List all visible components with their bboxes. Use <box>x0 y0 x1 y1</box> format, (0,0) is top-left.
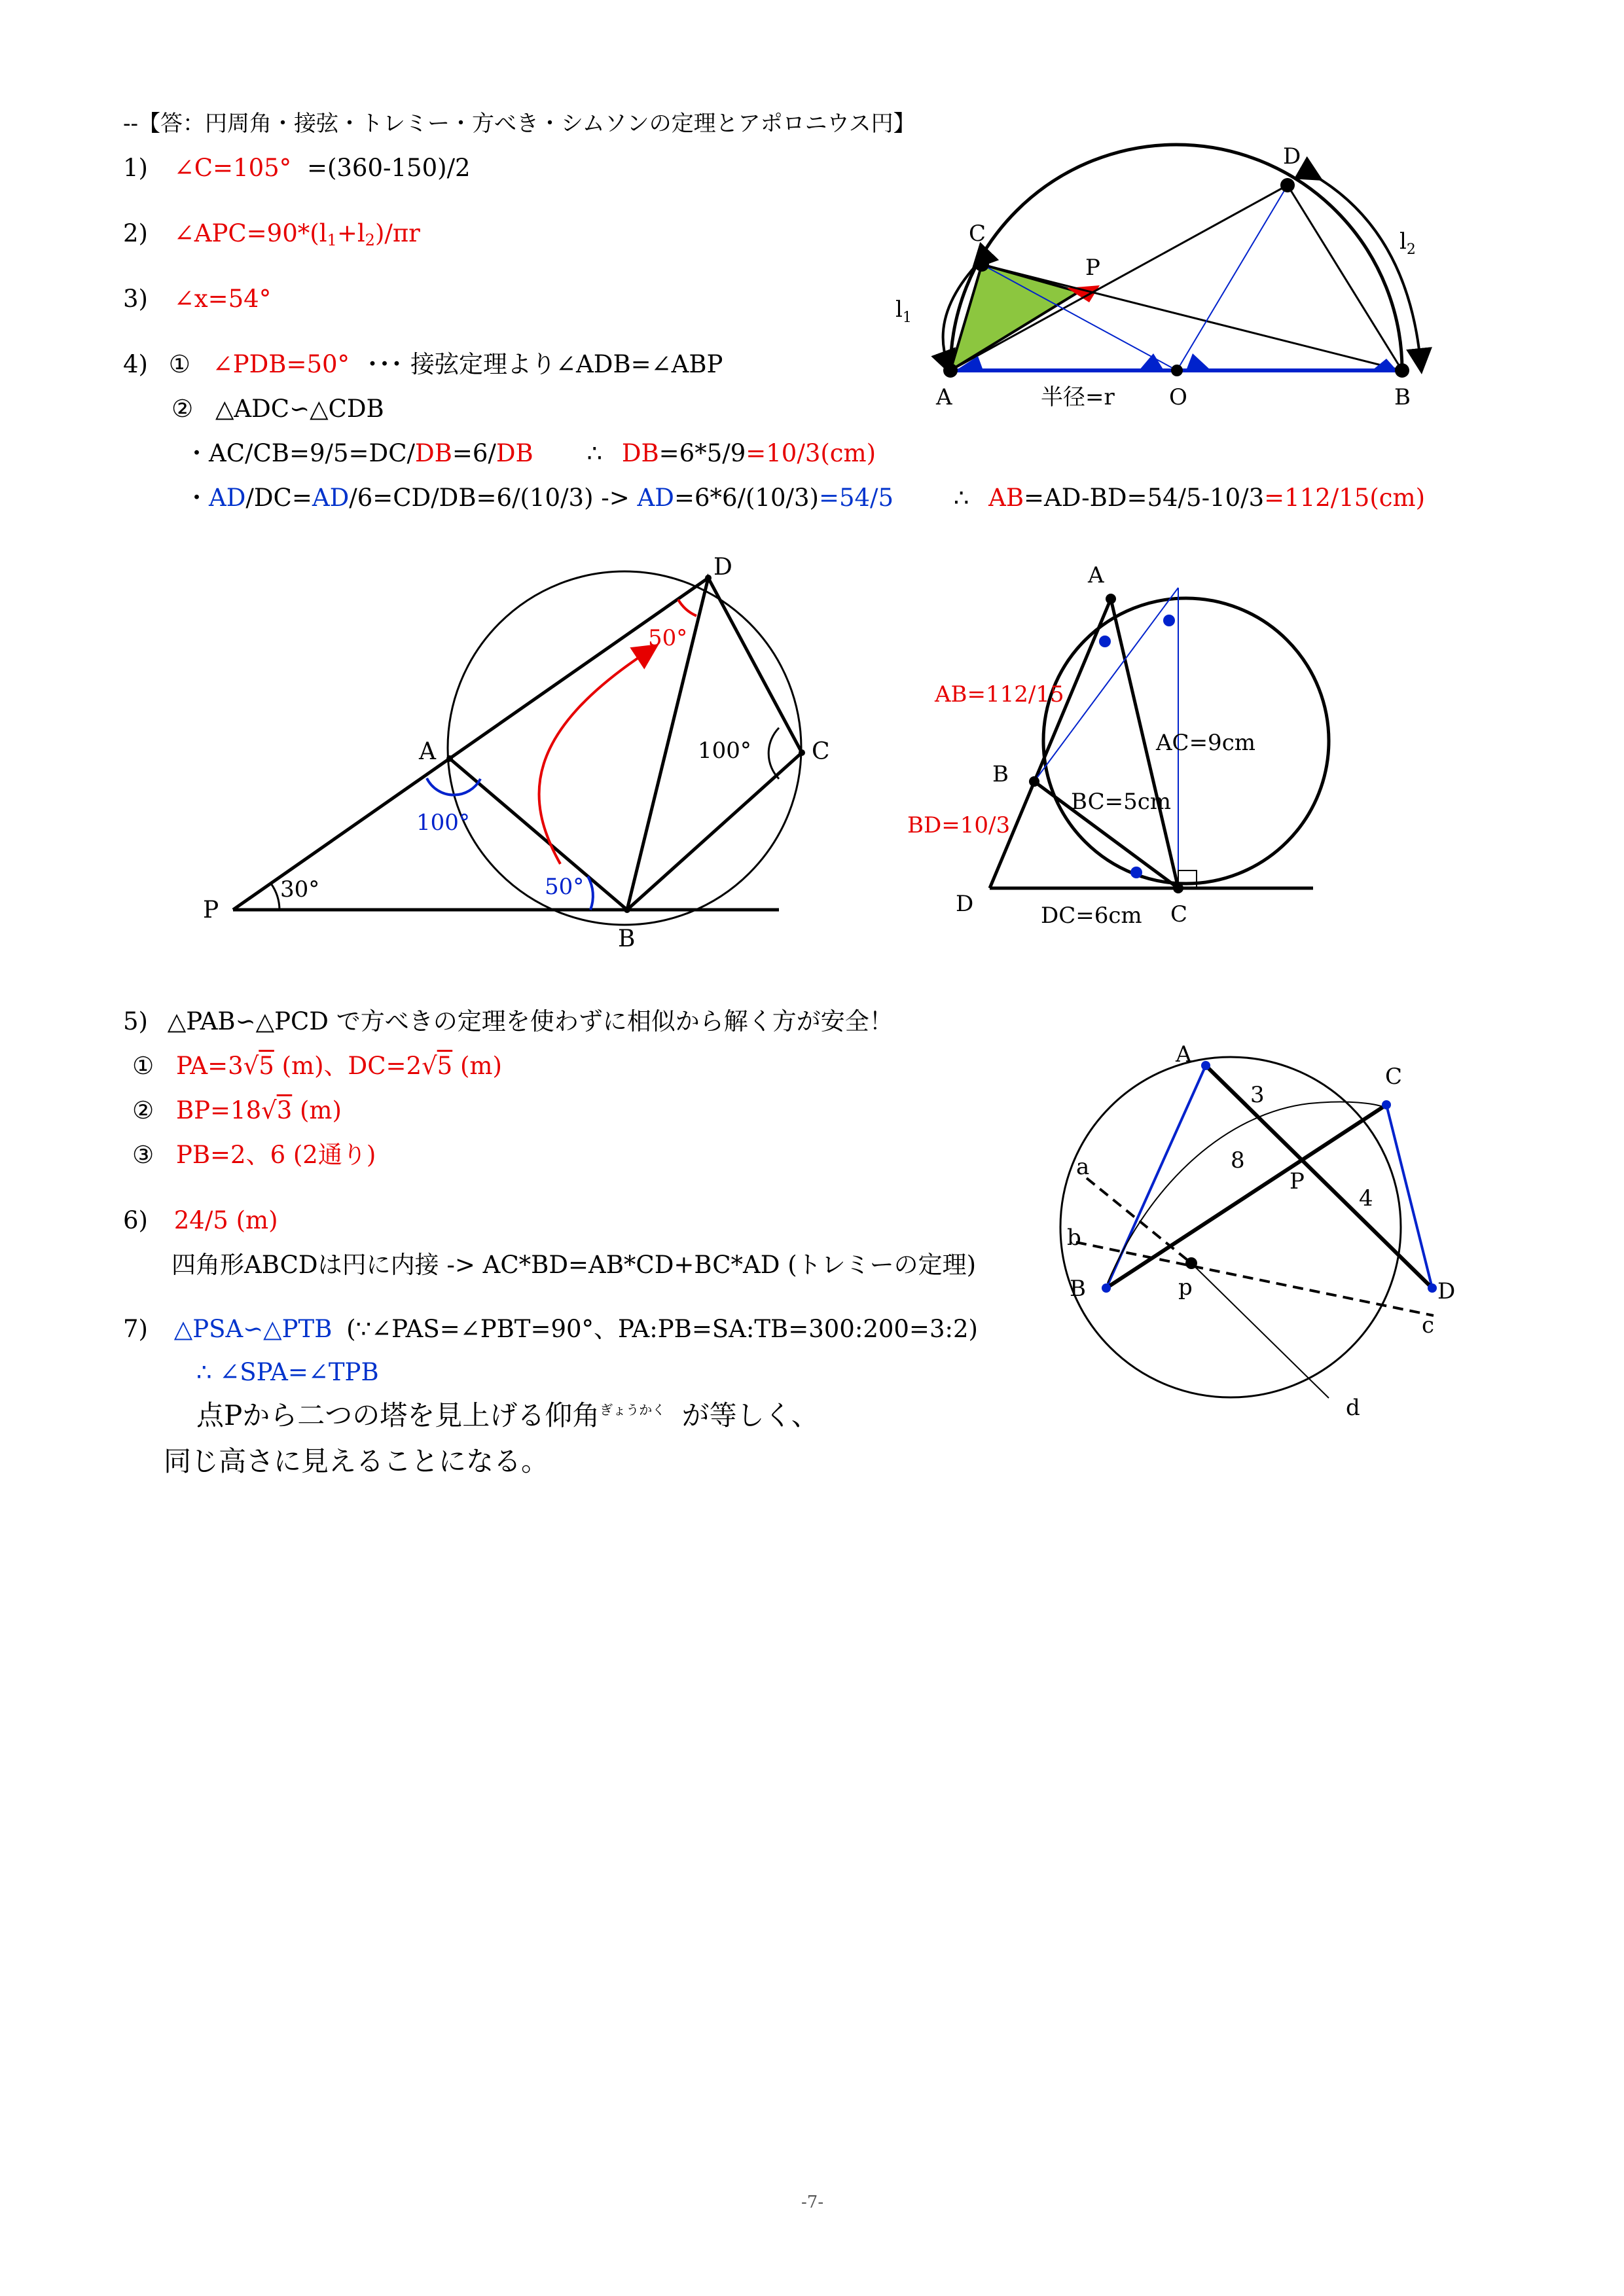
fig2-label-A: A <box>419 738 436 765</box>
fig2-label-100C: 100° <box>698 738 751 764</box>
fig3-label-BC: BC=5cm <box>1071 789 1172 815</box>
fig1-arc <box>950 145 1402 370</box>
fig3-point-B <box>1029 776 1039 787</box>
fig1-point-A <box>943 363 958 378</box>
q3-number: 3) <box>123 285 148 313</box>
q4-note: ･･･ 接弦定理より∠ADB=∠ABP <box>366 350 723 378</box>
q5-text: △PAB∽△PCD で方べきの定理を使わずに相似から解く方が安全！ <box>167 1007 893 1035</box>
fig4-point-A <box>1201 1061 1210 1070</box>
fig1-point-D <box>1280 178 1295 192</box>
fig1-point-B <box>1395 363 1409 378</box>
q3-answer: ∠x=54° <box>173 285 272 313</box>
fig2-point-A <box>446 755 453 762</box>
fig3-label-A: A <box>1088 562 1104 588</box>
fig3-label-AC: AC=9cm <box>1156 730 1255 756</box>
fig4-label-p: p <box>1178 1274 1193 1300</box>
q4-choice2: ② <box>171 395 194 423</box>
q7-therefore: ∴ ∠SPA=∠TPB <box>196 1358 379 1386</box>
fig2-point-D <box>705 575 712 581</box>
fig2-line-PD <box>233 578 708 910</box>
fig2-label-P: P <box>203 897 219 924</box>
fig2-tangent-figure <box>203 554 830 952</box>
fig4-label-B: B <box>1070 1276 1086 1302</box>
fig2-label-100A: 100° <box>416 810 470 836</box>
fig1-label-C: C <box>969 221 986 247</box>
fig4-line-AD <box>1206 1066 1432 1288</box>
fig2-angle-100-C <box>768 728 779 779</box>
fig3-mark-1 <box>1099 636 1111 647</box>
fig1-semicircle-figure <box>895 143 1420 410</box>
fig4-line-CD <box>1386 1105 1432 1288</box>
fig2-angle-30 <box>271 884 280 910</box>
fig2-label-30: 30° <box>280 876 320 903</box>
fig4-label-D: D <box>1437 1278 1456 1304</box>
fig4-dashed-b <box>1076 1242 1434 1316</box>
fig3-label-DC: DC=6cm <box>1041 903 1142 929</box>
fig2-point-B <box>624 906 630 913</box>
fig4-label-A: A <box>1176 1041 1192 1067</box>
fig4-label-8: 8 <box>1231 1147 1245 1174</box>
fig4-point-C <box>1382 1100 1391 1109</box>
fig3-label-AB: AB=112/15 <box>935 681 1064 708</box>
q7-number: 7) <box>123 1315 148 1343</box>
q4-line4: ・AD/DC=AD/6=CD/DB=6/(10/3) -> AD=6*6/(10/3)=54/5 ∴ AB=AD-BD=54/5-10/3=112/15(cm) <box>185 484 1426 512</box>
q1-answer: ∠C=105° <box>173 154 292 182</box>
fig3-label-B: B <box>992 761 1009 787</box>
fig4-line-pd <box>1191 1263 1329 1398</box>
fig4-label-d: d <box>1346 1395 1360 1421</box>
fig1-label-l1: $l_1$ <box>895 296 912 326</box>
fig4-label-c: c <box>1422 1312 1435 1338</box>
fig2-point-C <box>799 749 805 756</box>
q4-choice1: ① <box>168 350 190 378</box>
page-header: --【答：円周角・接弦・トレミー・方べき・シムソンの定理とアポロニウス円】 <box>123 111 916 137</box>
fig4-label-b: b <box>1067 1225 1081 1251</box>
fig4-point-D <box>1428 1283 1437 1293</box>
fig3-label-D: D <box>956 891 974 917</box>
fig1-line-DB <box>1288 185 1402 370</box>
q5-answer2: ② BP=18√3 (m) <box>132 1096 342 1124</box>
fig2-angle-50-D <box>678 600 696 616</box>
fig1-label-O: O <box>1169 384 1187 410</box>
fig4-chord-figure <box>1060 1041 1455 1421</box>
fig4-point-B <box>1102 1283 1111 1293</box>
q6-answer: 24/5 (m) <box>173 1206 278 1234</box>
fig2-label-50B: 50° <box>545 874 585 900</box>
fig3-point-A <box>1106 594 1116 604</box>
q4-line3: ・AC/CB=9/5=DC/DB=6/DB ∴ DB=6*5/9=10/3(cm) <box>185 439 876 467</box>
fig3-label-C: C <box>1170 901 1188 927</box>
q7-line4: 同じ高さに見えることになる。 <box>164 1445 549 1477</box>
fig4-dashed-a <box>1087 1178 1191 1263</box>
fig3-triangle-figure <box>907 562 1329 929</box>
fig3-label-BD: BD=10/3 <box>907 812 1011 838</box>
fig1-line-DO <box>1177 185 1288 370</box>
fig1-label-radius: 半径=r <box>1041 384 1115 410</box>
q5-number: 5) <box>123 1007 148 1035</box>
fig2-label-B: B <box>618 925 636 952</box>
fig1-label-B: B <box>1394 384 1411 410</box>
q7-line3: 点Pから二つの塔を見上げる仰角$^{ぎょうかく}$ が等しく、 <box>196 1399 819 1431</box>
q4-number: 4) <box>123 350 148 378</box>
q6-number: 6) <box>123 1206 148 1234</box>
fig4-label-P: P <box>1290 1168 1305 1194</box>
q1-note: =(360-150)/2 <box>306 154 471 182</box>
fig4-point-p <box>1185 1257 1197 1269</box>
fig2-label-50D: 50° <box>648 625 688 651</box>
fig1-label-P: P <box>1085 255 1100 281</box>
q5-answer3: ③ PB=2、6 (2通り) <box>132 1141 376 1169</box>
fig2-label-C: C <box>812 738 830 765</box>
page-number: -7- <box>801 2193 824 2212</box>
q2-answer: $\angle APC=90*(l_1+l_2)/\pi r$ <box>173 219 420 249</box>
fig2-label-D: D <box>713 554 732 581</box>
fig1-angle-mark-O2 <box>1186 353 1211 370</box>
q1-number: 1) <box>123 154 148 182</box>
q6-note: 四角形ABCDは円に内接 -> AC*BD=AB*CD+BC*AD (トレミーの定理) <box>171 1251 977 1279</box>
fig4-circle <box>1060 1057 1401 1397</box>
fig3-mark-2 <box>1163 615 1175 626</box>
fig4-label-a: a <box>1076 1154 1090 1180</box>
fig3-mark-3 <box>1130 867 1142 878</box>
fig4-label-4: 4 <box>1359 1185 1373 1211</box>
q2-number: 2) <box>123 219 148 247</box>
fig1-point-O <box>1171 365 1183 376</box>
q7-note: (∵∠PAS=∠PBT=90°、PA:PB=SA:TB=300:200=3:2) <box>346 1315 978 1343</box>
q5-answer1: ① PA=3√5 (m)、DC=2√5 (m) <box>132 1052 502 1080</box>
fig3-point-C <box>1173 883 1183 893</box>
fig1-label-A: A <box>936 384 952 410</box>
fig1-label-l2: $l_2$ <box>1399 228 1416 258</box>
fig4-label-3: 3 <box>1250 1082 1265 1108</box>
fig4-label-C: C <box>1385 1064 1403 1090</box>
q4-similar: △ADC∽△CDB <box>215 395 384 423</box>
fig1-label-D: D <box>1283 143 1301 170</box>
q7-answer: △PSA∽△PTB <box>173 1315 333 1343</box>
q4-answer: ∠PDB=50° <box>212 350 350 378</box>
